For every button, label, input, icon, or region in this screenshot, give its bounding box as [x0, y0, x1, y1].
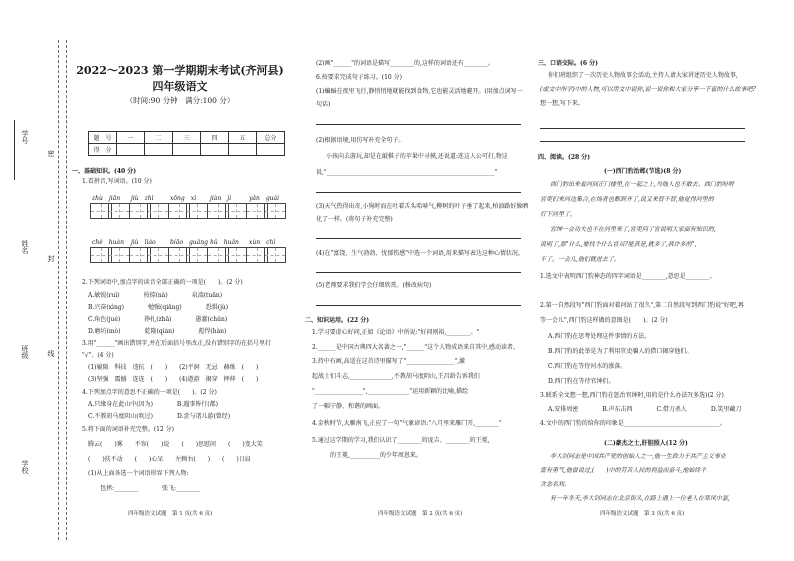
r1-q4[interactable]: 4.文中的西门豹的给你的印象是________________________________。 [540, 420, 726, 427]
q3-row[interactable]: (1)履陨 科技 违抗 ( ) (2)平洞 无忌 赫炼 ( ) [88, 364, 259, 371]
write-grid[interactable] [225, 247, 247, 263]
pinyin: yǎn guài [249, 195, 280, 202]
q5-row[interactable]: ( )扶不动 ( )心呆 左顾右( ) ( )日肩 [88, 456, 251, 463]
side-label-class: 班级 [21, 345, 29, 359]
side-line-1 [14, 120, 15, 180]
score-table [88, 131, 285, 156]
q2-option[interactable]: C.角色(jué) 挣扎(zhā) 愚蠢(chǔn) [88, 316, 228, 323]
write-grid[interactable] [186, 247, 208, 263]
section-2-title: 二、知识运用。(22 分) [305, 317, 370, 324]
p2-line: (3)天气热得出奇,小狗时而在吐着舌头哈哧气,柳树的叶子垂了起来,柏油路好像晒 [316, 203, 529, 210]
score-cell[interactable] [117, 144, 145, 156]
p2-line: 化了一样。(将句子补充完整) [316, 216, 393, 223]
q2-option[interactable]: A.敏锐(ruì) 按捺(nà) 泉湍(tuān) [88, 292, 223, 299]
reading-para: 富有勇气,他曾说过,( )中的劳苦人民的利益而奋斗,他始终不 [540, 467, 707, 474]
pinyin: xùn chì [249, 239, 276, 246]
score-row-label: 得 分 [89, 144, 117, 156]
p2-k[interactable]: 5.通过这学期的学习,我们认识了________的庞吉、________的王冕, [312, 437, 490, 444]
q3-text-2: "√"。(4 分) [82, 352, 114, 359]
page-footer: 四年级语文试题 第 2 页(共 6 页) [378, 511, 463, 517]
reading-para: 灯下河里了。 [540, 211, 577, 218]
reading-para: 有一年冬天,李大钊同志在北京街头,在路上遇上一位老人在寒风中瑟, [550, 495, 730, 502]
pinyin: xōng xì [170, 195, 197, 202]
page-footer: 四年级语文试题 第 3 页(共 6 页) [600, 511, 685, 517]
p2-k[interactable]: 3.持中有画,高适在这首诗里描写了"________________",激 [312, 358, 466, 365]
write-grid[interactable] [264, 247, 286, 263]
p2-line[interactable]: 说,"________________________________________________________" [316, 169, 498, 176]
side-label-name: 姓名 [21, 240, 29, 254]
p3-line: (或文中所学)中的人物,可以用文中说你,说一说你和大家分享一下看的什么故事吧? [540, 86, 756, 93]
r1-q3: 3.联系全文想一想,西门豹在惩治官绅时,用的是什么办法?(多选)(2 分) [540, 392, 724, 399]
side-label-seal-mark: 密 [47, 150, 55, 157]
q3-row[interactable]: (3)坚强 震撼 连连 ( ) (4)遨游 揭穿 摔伸 ( ) [88, 376, 259, 383]
section-1-title: 一、基础知识。(40 分) [72, 168, 137, 175]
p3-line: 你们班组织了一次历史人物故事会活动,主持人请大家讲述历史人物故事, [548, 72, 738, 79]
p2-line: (4)在"富饶、生气勃勃、忧郁伤感"中选一个词语,用来描写表达这种心情状况。 [316, 250, 524, 257]
answer-line[interactable] [316, 192, 521, 193]
q2-text: 2.下列词语中,加点字的读音全部正确的一项是( )。(2 分) [82, 279, 243, 286]
p2-k[interactable]: 的王冕,__________的少年周恩来。 [330, 452, 422, 459]
answer-line[interactable] [316, 305, 521, 306]
q5-answer[interactable]: 包拯:________ 张飞:________ [100, 485, 201, 492]
reading-2-title: (二)豪杰之士,肝胆照人(12 分) [604, 440, 688, 447]
write-grid[interactable] [108, 203, 130, 219]
score-header-cell: 三 [173, 132, 201, 144]
answer-line[interactable] [540, 141, 745, 142]
p2-line: 小孩向去游玩,却是在敲棋子的苹果中寻摸,还说道:连这人公可打,物这 [326, 153, 508, 160]
pinyin: chè huàn [92, 239, 124, 246]
exam-subtitle: 四年级语文 [152, 80, 208, 93]
score-cell[interactable] [257, 144, 285, 156]
side-label-line-mark: 线 [47, 350, 55, 357]
pinyin: jiù liáo [131, 239, 156, 246]
p2-k[interactable]: 2.______是中国古典四大名著之一,"______"这个人物成语来自其中,感动读者。 [312, 344, 520, 351]
r1-q2-option[interactable]: C.西门豹在等待河水的涨落。 [548, 363, 627, 370]
score-header-cell: 题 号 [89, 132, 117, 144]
pinyin: zhù jiān [92, 195, 121, 202]
side-label-school: 学校 [21, 460, 29, 474]
p2-line: 句话) [316, 101, 331, 108]
section-3-title: 三、口语交际。(6 分) [538, 60, 598, 67]
pinyin: jiàn jì [210, 195, 232, 202]
q4-option[interactable]: C.不教胡马度阴山(吹过) D.尝与诸儿游(曾经) [88, 413, 231, 420]
score-header-cell: 五 [229, 132, 257, 144]
r1-q2b: 等一会儿",西门豹这样做的意图是( )。(2 分) [540, 317, 668, 324]
score-cell[interactable] [201, 144, 229, 156]
p3-line: 想一想,写下来。 [540, 100, 584, 107]
score-header-cell: 四 [201, 132, 229, 144]
score-header-cell: 一 [117, 132, 145, 144]
score-cell[interactable] [145, 144, 173, 156]
section-4-title: 四、阅读。(28 分) [538, 154, 591, 161]
reading-para: 说明了,那"什么,要找个什么官员?能真是,就多了,我许多的", [540, 241, 697, 248]
q5-row[interactable]: 腾云( )雾 不容( )说 ( )思慰问 ( )变大笑 [88, 441, 263, 448]
reading-para: 官吏们来河边集合,在场者也都到齐了,说又来替不替,他觉得河里的 [540, 196, 714, 203]
p2-k[interactable]: 4.金秋时节,大雁南飞,正应了一句"气象谚语:"八月里来雁门开,________" [312, 420, 502, 427]
q2-option[interactable]: D.磨坊(mò) 乾隆(qián) 彪悍(hàn) [88, 328, 227, 335]
pinyin: biāo guǎng [170, 239, 208, 246]
score-header-cell: 二 [145, 132, 173, 144]
reading-1-title: (一)西门豹治邺(节选)(8 分) [604, 168, 682, 175]
write-grid[interactable] [147, 247, 169, 263]
write-grid[interactable] [108, 247, 130, 263]
side-label-number: 学号 [21, 130, 29, 144]
pinyin: jiù zhì [131, 195, 154, 202]
pinyin: hǔ huǎn [210, 239, 239, 246]
p2-line: (5)老师要求我们学会仔细欣赏。(修改病句) [316, 282, 432, 289]
r1-q2-option[interactable]: B.西门豹的此举是为了利用官吏骗人的借口揭穿他们。 [548, 348, 693, 355]
reading-para: 官绅一会功夫也不在河里来了,官吏问了官说明大家面有知识的, [550, 226, 716, 233]
r1-q2: 2.第一自然段写"西门豹面对着河站了很久",第二自然段写到西门豹说"好吧,再 [540, 302, 744, 309]
answer-line[interactable] [316, 238, 521, 239]
binding-line-inner [66, 40, 67, 540]
r1-q1[interactable]: 1.选文中表明西门豹神态的四字词语是________,意思是________。 [540, 273, 716, 280]
r1-q2-option[interactable]: D.西门豹在等待官绅们。 [548, 378, 615, 385]
reading-para: 李大钊同志是中国共产党的创始人之一,他一生致力于共产主义事业 [550, 453, 726, 460]
p2-line: (2)根据语境,用仿写补充全句子。 [316, 137, 405, 144]
q5-text: 5.将下面的词语补充完整。(12 分) [82, 426, 174, 433]
write-grid[interactable] [225, 203, 247, 219]
p2-line: (2)画"______"的词语是描写________的,这样的词语还有________。 [316, 60, 494, 67]
reading-para: 西门豹出来看河间正门楼里,在一起之上,当地人也不敢去。西门豹吩咐 [550, 181, 734, 188]
write-grid[interactable] [264, 203, 286, 219]
score-cell[interactable] [173, 144, 201, 156]
exam-meta: （时间:90 分钟 满分:100 分） [125, 96, 235, 105]
answer-line[interactable] [316, 124, 521, 125]
exam-title: 2022～2023 第一学期期末考试(齐河县) [76, 64, 284, 77]
score-cell[interactable] [229, 144, 257, 156]
q3-text: 3.用"______"画出错别字,并在后面括号里改正,没有错别字的在括号里打 [82, 340, 272, 347]
q4-text: 4.下列加点字的意思不正确的一项是( )。(2 分) [82, 389, 217, 396]
answer-line[interactable] [316, 272, 521, 273]
p2-k[interactable]: 1.学习要虚心好问,正如《论语》中所说:"好问则裕,________。" [312, 329, 480, 336]
answer-line[interactable] [540, 128, 745, 129]
score-header-cell: 总分 [257, 132, 285, 144]
write-grid[interactable] [147, 203, 169, 219]
p2-line: (1)蝙蝠在夜里飞行,静悄悄地就能找到食物,它也能灵活地避开。(用加点词写一 [316, 88, 523, 95]
binding-line [58, 40, 59, 540]
p2-k[interactable]: 起战士们斗志,______________,不教胡马度阴山,王昌龄告诉我们 [312, 373, 480, 380]
r1-q3-options[interactable]: A.安排周密 B.声东击西 C.借刀杀人 D.笑里藏刀 [548, 406, 742, 413]
reading-para: 贪念名利。 [540, 481, 571, 488]
reading-para: 不了。一会儿,他们就进去了。 [540, 256, 620, 263]
p2-k: 了一幅宁静、和谐的画面。 [312, 403, 385, 410]
q4-option[interactable]: A.只缘身在此山中(因为) B.遇事皆行(都) [88, 401, 218, 408]
write-grid[interactable] [186, 203, 208, 219]
q5-sub: (1)从上面各选一个词语形容下列人物: [88, 470, 189, 477]
p2-line: 6.按要求完成句子练习。(10 分) [316, 74, 402, 81]
r1-q2-option[interactable]: A.西门豹在思考处理这件事情的方法。 [548, 333, 651, 340]
q2-option[interactable]: B.兴奋(xìng) 勉强(qiǎng) 恐惧(jù) [88, 304, 229, 311]
p2-k[interactable]: "________________",______________"运用新颖的比喻,描绘 [312, 388, 469, 395]
side-label-class-mark: 封 [47, 255, 55, 262]
q1-text: 1.看拼音,写词语。(10 分) [82, 178, 152, 185]
page-footer: 四年级语文试题 第 1 页(共 6 页) [128, 511, 213, 517]
